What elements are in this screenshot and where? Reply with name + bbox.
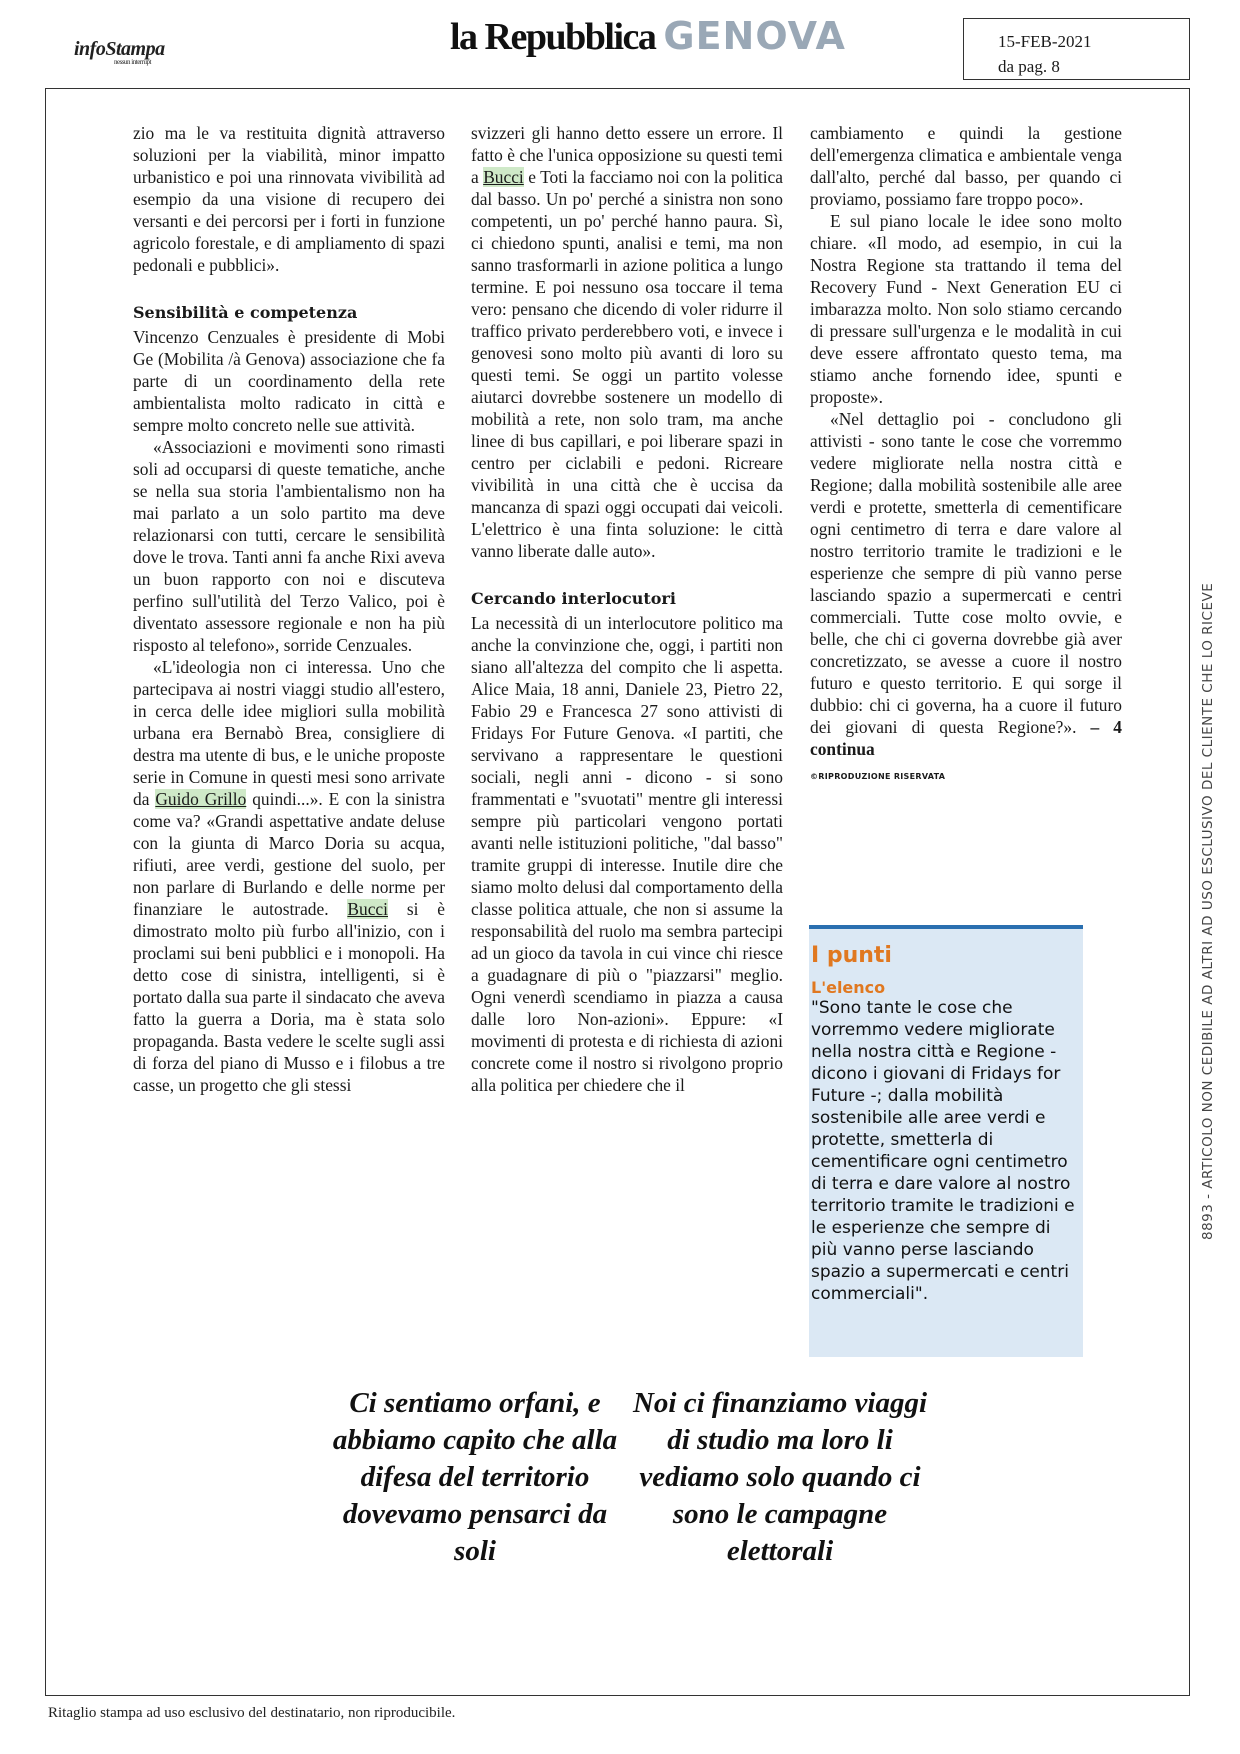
- masthead: [450, 14, 846, 64]
- edition-name: GENOVA: [663, 14, 846, 58]
- section-heading: Sensibilità e competenza: [133, 303, 358, 322]
- pull-quote-left: Ci sentiamo orfani, e abbiamo capito che alla difesa del territorio dovevamo pensarci da soli: [332, 1387, 618, 1567]
- sidebar-subtitle: L'elenco: [811, 978, 886, 997]
- text-run: «Nel dettaglio poi - concludono gli attivisti - sono tante le cose che vorremmo vedere migliorate nella nostra città e Regione; dalla mobilità sostenibile alle aree verdi e protette, smetterla di cementificare ogni centimetro di terra e dare valore al nostro territorio tramite le tradizioni e le esperienze che sempre di più vanno perse lasciando spazio a supermercati e centri commerciali. Tutte cose molto ovvie, e belle, che chi ci governa dovrebbe già aver concretizzato, se avesse a cuore il nostro futuro e questo territorio. E qui sorge il dubbio: chi ci governa, ha a cuore il futuro dei giovani di questa Regione?».: [810, 409, 1122, 737]
- paragraph: Vincenzo Cenzuales è presidente di Mobi Ge (Mobilita /à Genova) associazione che fa parte di un coordinamento della rete ambientalista molto radicato in città e sempre molto concreto nelle sue attività.: [133, 327, 445, 435]
- publication-date: 15-FEB-2021: [998, 32, 1092, 51]
- text-run: quindi...». E con la sinistra come va? «Grandi aspettative andate deluse con la giunta di Marco Doria su acqua, rifiuti, aree verdi, gestione del suolo, per non parlare di Burlando e delle norme per finanziare le autostrade.: [133, 789, 445, 919]
- footer-notice: Ritaglio stampa ad uso esclusivo del destinatario, non riproducibile.: [48, 1705, 456, 1721]
- paragraph: zio ma le va restituita dignità attraverso soluzioni per la viabilità, minor impatto urbanistico e poi una rinnovata vivibilità ad esempio da una visione di recupero dei versanti e dei percorsi per i forti in funzione agricolo forestale, e di ampliamento di spazi pedonali e pubblici».: [133, 123, 445, 275]
- highlighted-name: Bucci: [483, 167, 524, 187]
- text-run: si è dimostrato molto più furbo all'inizio, con i proclami sui beni pubblici e i monopoli. Ha detto cose di sinistra, intelligenti, si è portato dalla sua parte il sindacato che aveva fatto la guerra a Doria, ma è stata solo propaganda. Basta vedere le scelte sugli assi di forza del piano di Musso e i filobus a tre casse, un progetto che gli stessi: [133, 899, 446, 1095]
- sidebar-box: [809, 925, 1083, 1357]
- paragraph: [810, 408, 1122, 760]
- article-column-3: [810, 122, 1122, 788]
- page-reference: da pag. 8: [998, 57, 1060, 76]
- section-heading: Cercando interlocutori: [471, 589, 676, 608]
- rights-notice: ©RIPRODUZIONE RISERVATA: [810, 772, 946, 781]
- sidebar-text: "Sono tante le cose che vorremmo vedere migliorate nella nostra città e Regione - dicono i giovani di Fridays for Future -; dalla mobilità sostenibile alle aree verdi e protette, smetterla di cementificare ogni centimetro di terra e dare valore al nostro territorio tramite le tradizioni e le esperienze che sempre di più vanno perse lasciando spazio a supermercati e centri commerciali".: [811, 998, 1075, 1304]
- agency-logo-text: infoStampa: [74, 38, 165, 60]
- paragraph: E sul piano locale le idee sono molto chiare. «Il modo, ad esempio, in cui la Nostra Regione sta trattando il tema del Recovery Fund - Next Generation EU ci imbarazza molto. Non solo stiamo cercando di pressare sull'urgenza e le modalità in cui deve essere affrontato questo tema, ma stiamo anche fornendo idee, spunti e proposte».: [810, 211, 1122, 407]
- highlighted-name: Guido Grillo: [155, 789, 247, 809]
- text-run: «L'ideologia non ci interessa. Uno che partecipava ai nostri viaggi studio all'estero, in cerca delle idee migliori sulla mobilità urbana era Bernabò Brea, consigliere di destra ma utente di bus, e le uniche proposte serie in Comune in questi mesi sono arrivate da: [133, 657, 445, 809]
- agency-logo: [74, 38, 165, 66]
- sidebar-title: I punti: [811, 943, 892, 968]
- paragraph: La necessità di un interlocutore politico ma anche la convinzione che, oggi, i partiti non siano all'altezza del compito che li aspetta. Alice Maia, 18 anni, Daniele 23, Pietro 22, Fabio 29 e Francesca 27 sono attivisti di Fridays For Future Genova. «I partiti, che servivano a rappresentare le questioni sociali, negli anni - dicono - si sono frammentati e "svuotati" mentre gli interessi sempre più particolari vengono portati avanti nelle istituzioni politiche, "dal basso" tramite gruppi di interesse. Inutile dire che siamo molto delusi dal comportamento della classe politica attuale, che non si assume la responsabilità del ruolo ma sembra partecipi ad un gioco da tavola in cui vince chi riesce a guadagnare di più o "piazzarsi" meglio. Ogni venerdì scendiamo in piazza a causa dalle loro Non-azioni». Eppure: «I movimenti di protesta e di richiesta di azioni concrete come il nostro si rivolgono proprio alla politica per chiedere che il: [471, 613, 783, 1095]
- article-column-1: [133, 122, 445, 1096]
- article-column-2: [471, 122, 783, 1096]
- highlighted-name: Bucci: [347, 899, 388, 919]
- pull-quote-right: Noi ci finanziamo viaggi di studio ma loro li vediamo solo quando ci sono le campagne elettorali: [632, 1387, 928, 1567]
- date-box: [963, 18, 1190, 80]
- vertical-notice: 8893 - ARTICOLO NON CEDIBILE AD ALTRI AD USO ESCLUSIVO DEL CLIENTE CHE LO RICEVE: [1200, 582, 1216, 1240]
- continuation-note: – 4 continua: [810, 717, 1122, 759]
- publication-name: la Repubblica: [450, 16, 656, 58]
- paragraph: cambiamento e quindi la gestione dell'emergenza climatica e ambientale venga dall'alto, perché dal basso, per quando ci proviamo, possiamo fare troppo poco».: [810, 123, 1122, 209]
- paragraph: [471, 122, 783, 562]
- paragraph: [133, 656, 445, 1096]
- agency-logo-sub: nessun interrupt: [114, 58, 151, 66]
- text-run: e Toti la facciamo noi con la politica dal basso. Un po' perché a sinistra non sono competenti, un po' perché hanno paura. Sì, ci chiedono spunti, analisi e temi, ma non sanno trasformarli in azione politica a lungo termine. E poi nessuno osa toccare il tema vero: pensano che dicendo di voler ridurre il traffico privato perderebbero voti, e invece i genovesi sono molto più avanti di loro su questi temi. Se oggi un partito volesse aiutarci dovrebbe sostenere un modello di mobilità a rete, non solo tram, ma anche linee di bus capillari, e poi liberare spazi in centro per ciclabili e pedoni. Ricreare vivibilità in una città che è uccisa da mancanza di spazi oggi occupati dai veicoli. L'elettrico è una finta soluzione: le città vanno liberate dalle auto».: [471, 167, 783, 561]
- text-run: svizzeri gli hanno detto essere un errore. Il fatto è che l'unica opposizione su questi temi a: [471, 123, 783, 187]
- paragraph: «Associazioni e movimenti sono rimasti soli ad occuparsi di queste tematiche, anche se nella sua storia l'ambientalismo non ha mai parlato a un solo partito ma deve relazionarsi con tutti, cercare le sensibilità dove le trova. Tanti anni fa anche Rixi aveva un buon rapporto con noi e discuteva perfino sull'utilità del Terzo Valico, poi è diventato assessore regionale e non ha più risposto al telefono», sorride Cenzuales.: [133, 437, 445, 655]
